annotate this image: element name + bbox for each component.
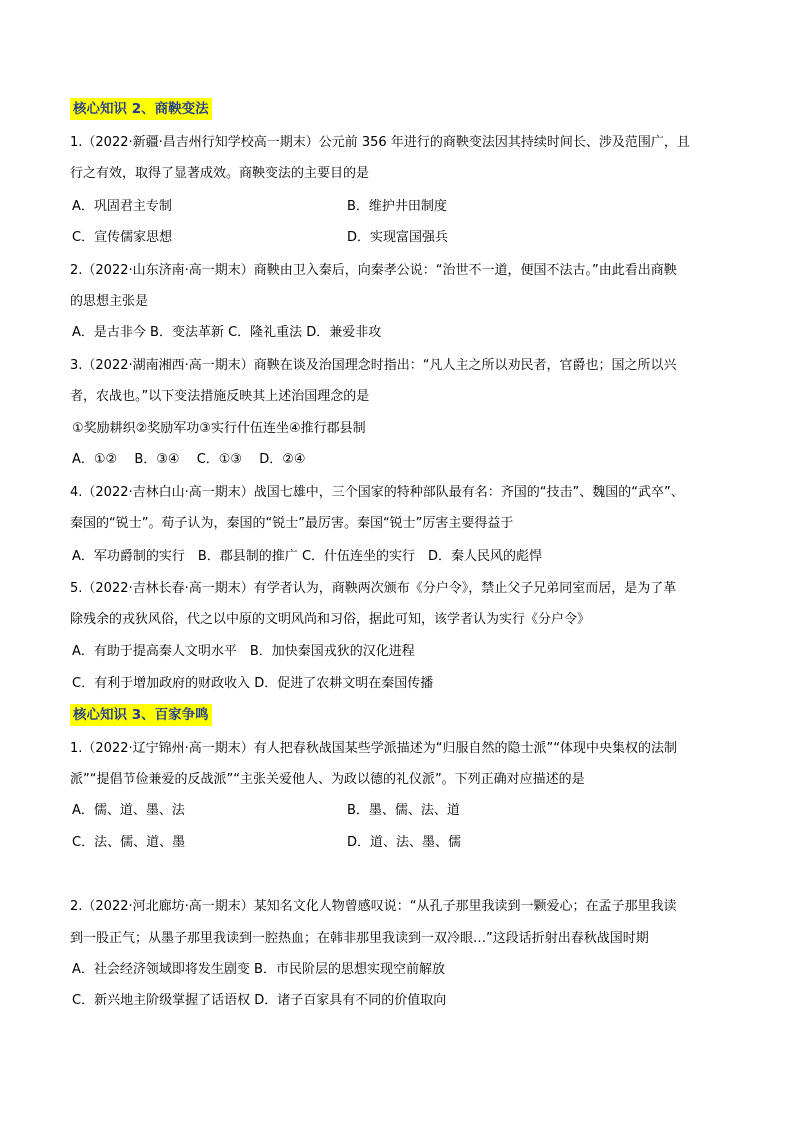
question-1-option-a[interactable]: A．巩固君主专制 — [72, 199, 172, 214]
question-1-option-c[interactable]: C．宣传儒家思想 — [72, 230, 173, 245]
question-5-stem-line-1: 5.（2022·吉林长春·高一期末）有学者认为，商鞅两次颁布《分户令》，禁止父子兄弟同室而居，是为了革 — [70, 581, 677, 596]
section-2-question-1-option-c[interactable]: C．法、儒、道、墨 — [72, 835, 186, 850]
section-2-question-2-stem-line-2: 到一股正气；从墨子那里我读到一腔热血；在韩非那里我读到一双冷眼…”这段话折射出春秋战国时期 — [70, 931, 649, 946]
question-1-option-b[interactable]: B．维护井田制度 — [347, 199, 447, 214]
section-2-question-1-stem-line-1: 1.（2022·辽宁锦州·高一期末）有人把春秋战国某些学派描述为“归服自然的隐士派”“体现中央集权的法制 — [70, 741, 677, 756]
question-3-options[interactable]: A．①② B．③④ C．①③ D．②④ — [72, 452, 306, 467]
question-4-stem-line-1: 4.（2022·吉林白山·高一期末）战国七雄中，三个国家的特种部队最有名：齐国的“技击”、魏国的“武卒”、 — [70, 485, 684, 500]
question-4-options[interactable]: A．军功爵制的实行 B．郡县制的推广 C．什伍连坐的实行 D．秦人民风的彪悍 — [72, 549, 543, 564]
question-1-stem-line-2: 行之有效，取得了显著成效。商鞅变法的主要目的是 — [70, 166, 370, 181]
question-1-stem-line-1: 1.（2022·新疆·昌吉州行知学校高一期末）公元前 356 年进行的商鞅变法因其持续时间长、涉及范围广，且 — [70, 135, 690, 150]
question-5-stem-line-2: 除残余的戎狄风俗，代之以中原的文明风尚和习俗，据此可知，该学者认为实行《分户令》 — [70, 612, 591, 627]
section-2-question-1-option-d[interactable]: D．道、法、墨、儒 — [347, 835, 462, 850]
section-heading-hundred-schools: 核心知识 3、百家争鸣 — [70, 704, 212, 726]
section-2-question-1-stem-line-2: 派”“提倡节俭兼爱的反战派”“主张关爱他人、为政以德的礼仪派”。下列正确对应描述的是 — [70, 772, 585, 787]
question-3-stem-line-2: 者，农战也。”以下变法措施反映其上述治国理念的是 — [70, 389, 370, 404]
question-4-stem-line-2: 秦国的“锐士”。荀子认为，秦国的“锐士”最厉害。秦国“锐士”厉害主要得益于 — [70, 516, 514, 531]
section-2-question-2-stem-line-1: 2.（2022·河北廊坊·高一期末）某知名文化人物曾感叹说：“从孔子那里我读到一颗爱心；在孟子那里我读 — [70, 899, 677, 914]
section-2-question-1-option-a[interactable]: A．儒、道、墨、法 — [72, 803, 185, 818]
section-2-question-2-options-row-1[interactable]: A．社会经济领域即将发生剧变 B．市民阶层的思想实现空前解放 — [72, 962, 445, 977]
question-5-options-row-2[interactable]: C．有利于增加政府的财政收入 D．促进了农耕文明在秦国传播 — [72, 676, 434, 691]
section-2-question-2-options-row-2[interactable]: C．新兴地主阶级掌握了话语权 D．诸子百家具有不同的价值取向 — [72, 993, 447, 1008]
question-2-options[interactable]: A．是古非今 B．变法革新 C．隆礼重法 D．兼爱非攻 — [72, 325, 382, 340]
question-2-stem-line-1: 2.（2022·山东济南·高一期末）商鞅由卫入秦后，向秦孝公说：“治世不一道，便国不法古。”由此看出商鞅 — [70, 263, 677, 278]
section-heading-shang-yang-reform: 核心知识 2、商鞅变法 — [70, 98, 212, 120]
question-1-option-d[interactable]: D．实现富国强兵 — [347, 230, 449, 245]
question-2-stem-line-2: 的思想主张是 — [70, 294, 149, 309]
question-3-stem-line-3: ①奖励耕织②奖励军功③实行什伍连坐④推行郡县制 — [72, 421, 366, 436]
question-5-options-row-1[interactable]: A．有助于提高秦人文明水平 B．加快秦国戎狄的汉化进程 — [72, 644, 415, 659]
question-3-stem-line-1: 3.（2022·湖南湘西·高一期末）商鞅在谈及治国理念时指出：“凡人主之所以劝民者，官爵也；国之所以兴 — [70, 358, 677, 373]
section-2-question-1-option-b[interactable]: B．墨、儒、法、道 — [347, 803, 460, 818]
